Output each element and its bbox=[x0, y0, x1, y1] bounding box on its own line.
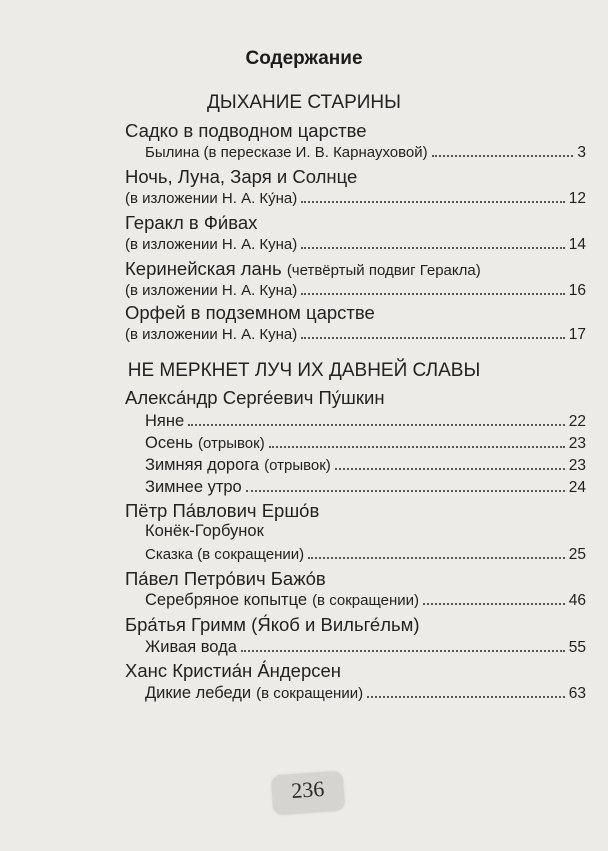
work-note: (в сокращении) bbox=[312, 592, 420, 609]
leader-dots bbox=[188, 424, 565, 426]
page-ref: 17 bbox=[568, 326, 586, 343]
entry-title: Садко в подводном царстве bbox=[125, 120, 367, 141]
entry-title: Керинейская лань bbox=[125, 258, 282, 279]
page-ref: 3 bbox=[577, 144, 586, 161]
entry-subtitle: (в изложении Н. А. Ку́на) bbox=[125, 190, 298, 207]
leader-dots bbox=[301, 201, 564, 203]
work-title: Осень bbox=[145, 434, 193, 452]
section-heading: НЕ МЕРКНЕТ ЛУЧ ИХ ДАВНЕЙ СЛАВЫ bbox=[127, 360, 481, 381]
toc-line bbox=[145, 412, 586, 431]
toc-line bbox=[145, 591, 586, 610]
page-ref: 12 bbox=[568, 190, 586, 207]
work-note: (отрывок) bbox=[197, 435, 265, 452]
entry-title: Орфей в подземном царстве bbox=[125, 302, 375, 323]
leader-dots bbox=[269, 446, 565, 448]
work-title: Живая вода bbox=[145, 638, 237, 656]
work-note: (в сокращении) bbox=[256, 685, 364, 702]
entry-subtitle: (в изложении Н. А. Куна) bbox=[125, 236, 298, 253]
toc-line bbox=[145, 144, 586, 162]
leader-dots bbox=[301, 247, 564, 249]
toc-line bbox=[145, 478, 586, 497]
entry-subtitle: (в изложении Н. А. Куна) bbox=[125, 282, 298, 299]
toc-line bbox=[145, 638, 586, 657]
page-ref: 63 bbox=[568, 685, 586, 702]
toc-line bbox=[125, 190, 586, 208]
author-name: Ханс Кристиа́н А́ндерсен bbox=[125, 660, 342, 681]
page-ref: 14 bbox=[568, 236, 586, 253]
work-subtitle: Сказка (в сокращении) bbox=[145, 546, 305, 563]
work-title: Дикие лебеди bbox=[145, 684, 252, 702]
author-name: Алекса́ндр Серге́евич Пу́шкин bbox=[125, 387, 385, 408]
entry-title: Геракл в Фи́вах bbox=[125, 212, 258, 233]
entry-subtitle: Былина (в пересказе И. В. Карнауховой) bbox=[145, 144, 428, 161]
page-title: Содержание bbox=[245, 48, 363, 69]
leader-dots bbox=[367, 696, 565, 698]
author-name: Пётр Па́влович Ершо́в bbox=[125, 500, 320, 521]
leader-dots bbox=[423, 603, 565, 605]
page-ref: 24 bbox=[568, 479, 586, 496]
leader-dots bbox=[246, 490, 565, 492]
page-ref: 55 bbox=[568, 639, 586, 656]
entry-subtitle: (в изложении Н. А. Куна) bbox=[125, 326, 298, 343]
toc-line bbox=[145, 456, 586, 475]
leader-dots bbox=[301, 293, 564, 295]
entry-title-row bbox=[125, 258, 481, 280]
work-title: Конёк-Горбунок bbox=[145, 522, 264, 540]
author-name: Бра́тья Гримм (Я́коб и Вильге́льм) bbox=[125, 614, 420, 635]
work-title: Зимняя дорога bbox=[145, 456, 260, 474]
page-number-badge bbox=[271, 771, 346, 816]
author-name: Па́вел Петро́вич Бажо́в bbox=[125, 568, 326, 589]
leader-dots bbox=[335, 468, 565, 470]
toc-line bbox=[145, 434, 586, 453]
leader-dots bbox=[432, 155, 574, 157]
work-heading-line bbox=[145, 522, 264, 541]
toc-line bbox=[125, 236, 586, 254]
page-number: 236 bbox=[290, 775, 326, 804]
leader-dots bbox=[241, 650, 565, 652]
toc-line bbox=[145, 684, 586, 703]
page-ref: 46 bbox=[568, 592, 586, 609]
leader-dots bbox=[301, 337, 564, 339]
work-title: Серебряное копытце bbox=[145, 591, 308, 609]
leader-dots bbox=[308, 557, 565, 559]
toc-line bbox=[125, 326, 586, 344]
toc-line bbox=[125, 282, 586, 300]
work-title: Няне bbox=[145, 412, 185, 430]
page-ref: 23 bbox=[568, 457, 586, 474]
section-heading: ДЫХАНИЕ СТАРИНЫ bbox=[207, 92, 401, 113]
work-note: (отрывок) bbox=[264, 457, 331, 474]
entry-title: Ночь, Луна, Заря и Солнце bbox=[125, 166, 358, 187]
page-ref: 22 bbox=[568, 413, 586, 430]
page-ref: 25 bbox=[568, 546, 586, 563]
page-ref: 16 bbox=[568, 282, 586, 299]
work-title: Зимнее утро bbox=[145, 478, 242, 496]
toc-line bbox=[145, 546, 586, 564]
page-ref: 23 bbox=[568, 435, 586, 452]
entry-title-note: (четвёртый подвиг Геракла) bbox=[286, 262, 481, 279]
